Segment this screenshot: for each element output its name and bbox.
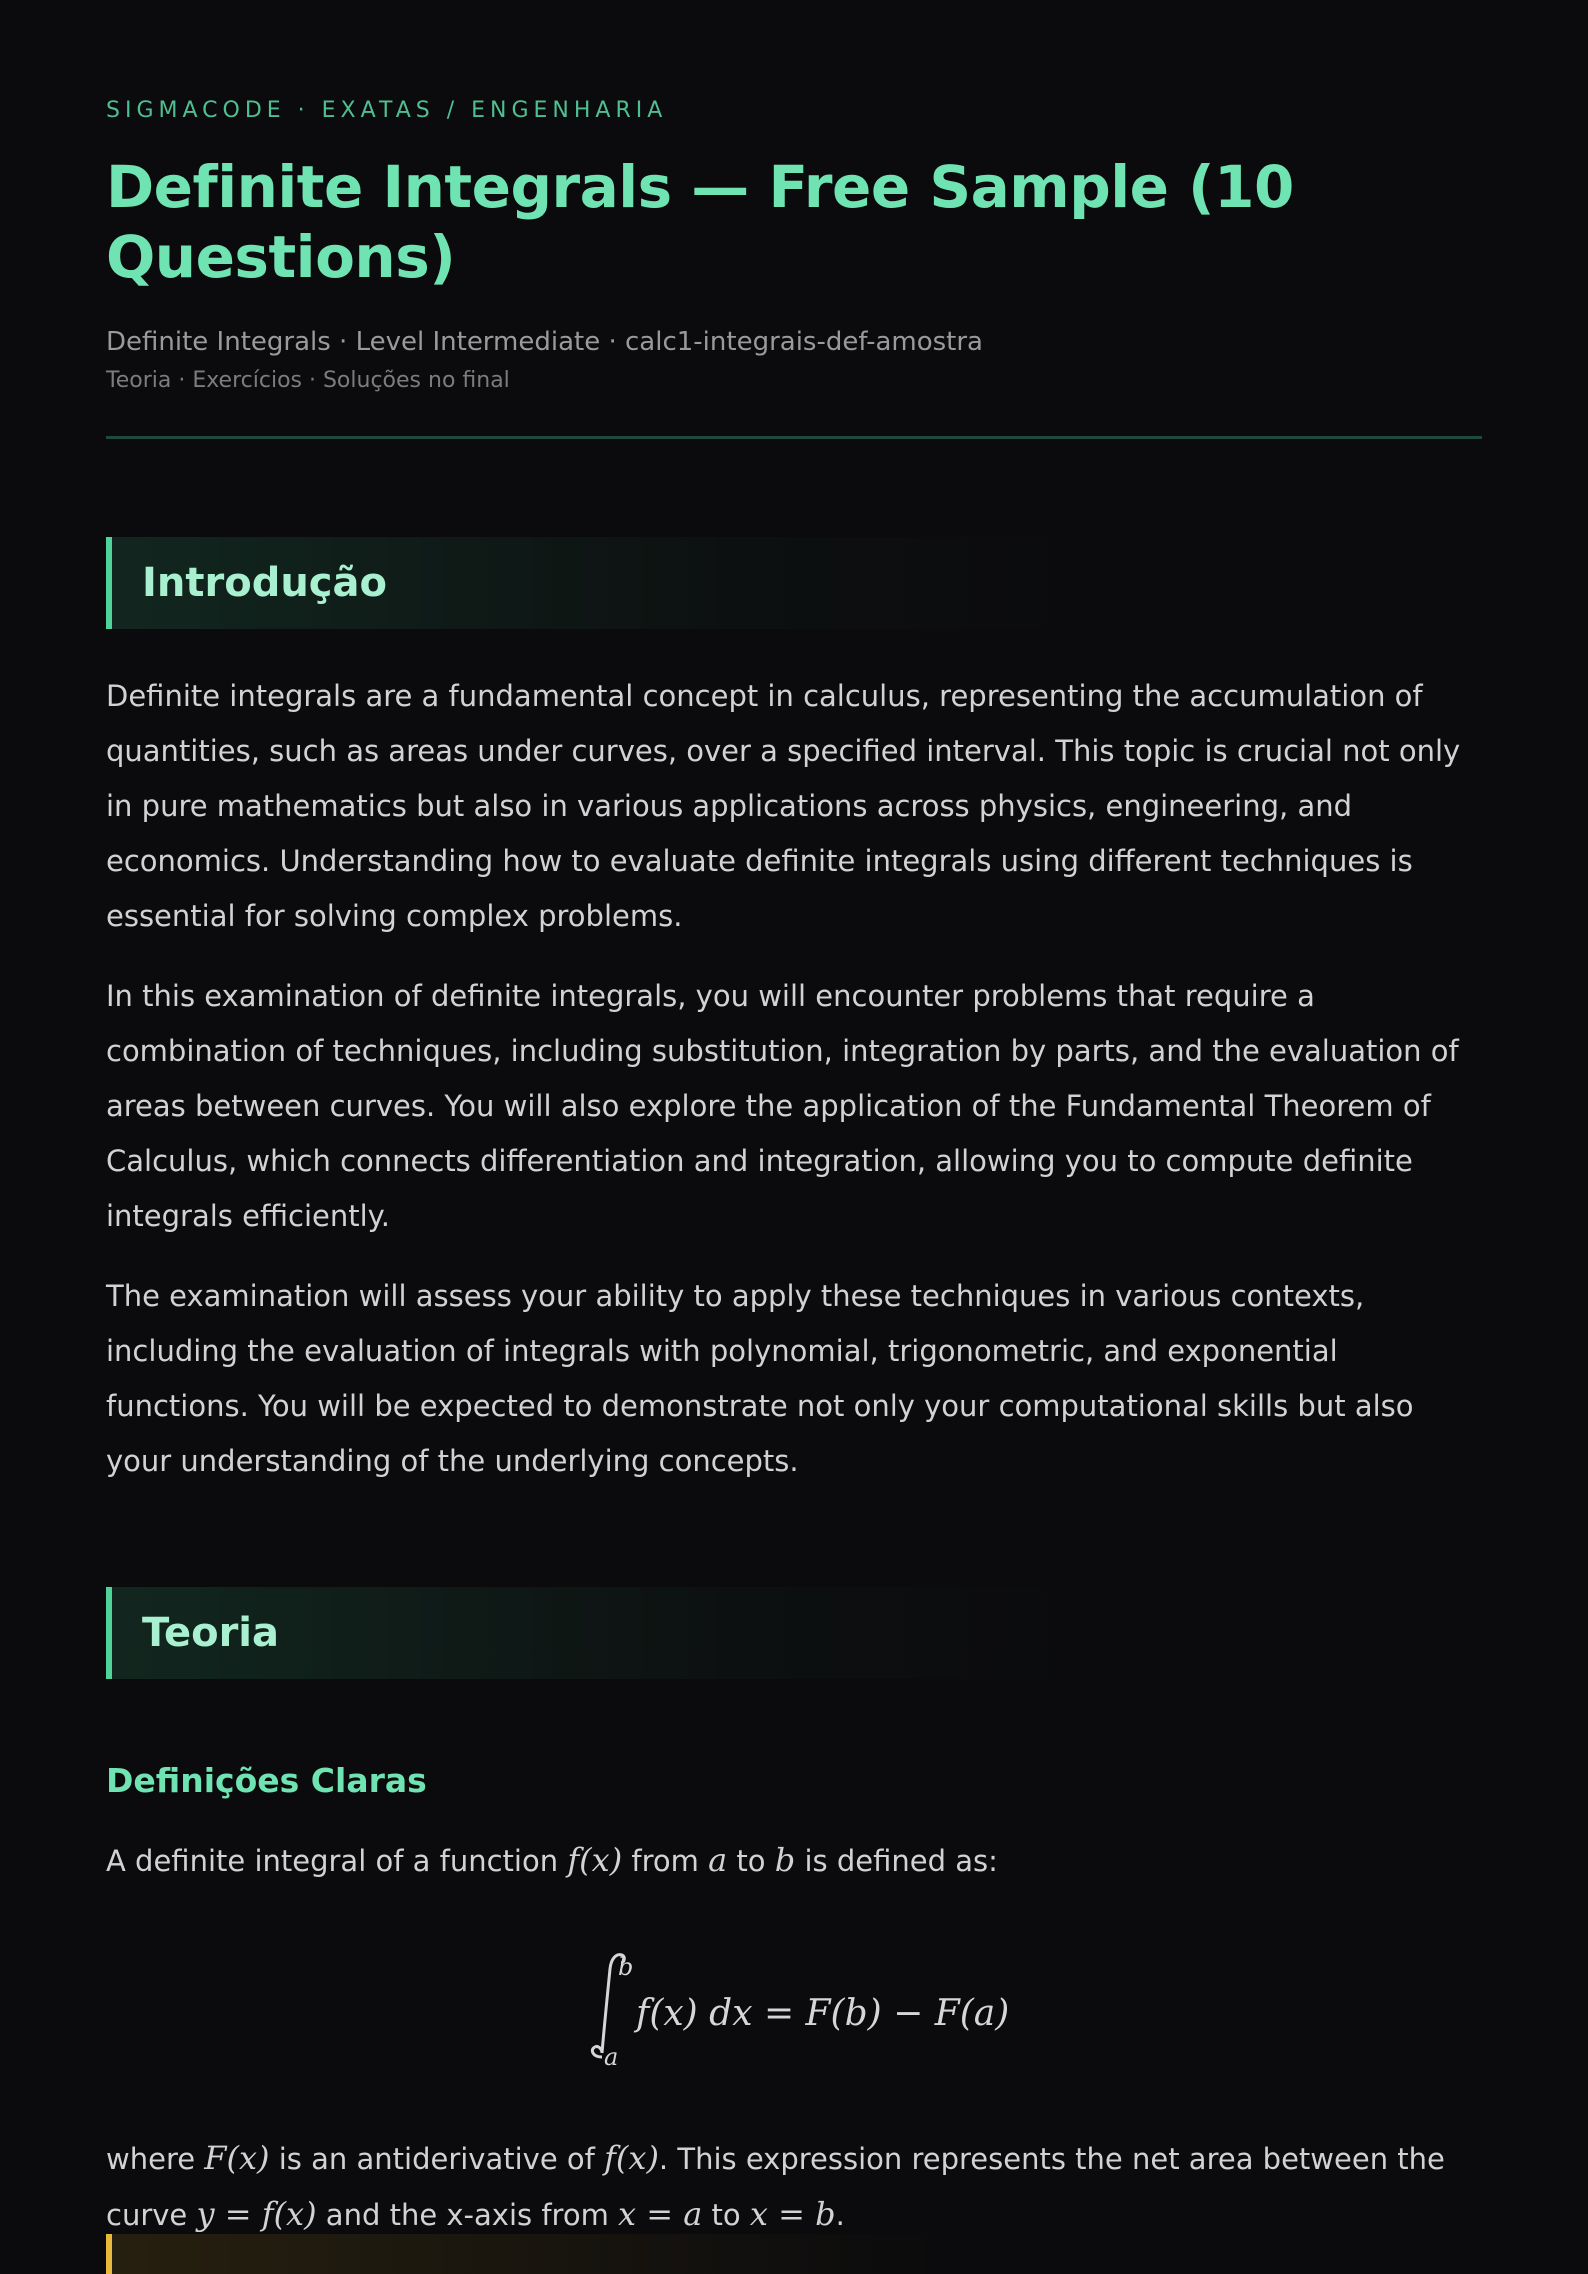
upper-limit: b: [618, 1953, 634, 1981]
text-run: is an antiderivative of: [269, 2142, 605, 2176]
math-inline: y = f(x): [196, 2195, 317, 2233]
math-inline: x = b: [749, 2195, 836, 2233]
math-inline: x = a: [618, 2195, 703, 2233]
subsection-title: Definições Claras: [106, 1761, 427, 1800]
brand-kicker: SIGMACODE · EXATAS / ENGENHARIA: [106, 98, 668, 123]
math-inline: a: [708, 1841, 728, 1879]
text-run: to: [727, 1844, 775, 1878]
formula-body: f(x) dx = F(b) − F(a): [636, 1993, 1010, 2034]
math-inline: f(x): [604, 2139, 659, 2177]
page-title: Definite Integrals — Free Sample (10 Questions): [106, 153, 1294, 291]
math-inline: f(x): [567, 1841, 623, 1879]
page-meta: Teoria · Exercícios · Soluções no final: [106, 368, 510, 393]
intro-paragraph: In this examination of definite integrals, you will encounter problems that require a combination of techniques, including substitution, integration by parts, and the evaluation of areas between curves. You will also explore the application of the Fundamental Theorem of Calculus, which connects differentiation and integration, allowing you to compute definite integrals efficiently.: [106, 979, 1459, 1233]
math-inline: F(x): [204, 2139, 270, 2177]
callout-box-edge: [106, 2234, 1488, 2274]
text-run: A definite integral of a function: [106, 1844, 568, 1878]
integral-formula: [574, 1949, 1014, 2069]
intro-body: [106, 669, 1482, 1489]
intro-paragraph: Definite integrals are a fundamental concept in calculus, representing the accumulation of quantities, such as areas under curves, over a specified interval. This topic is crucial not only in pure mathematics but also in various applications across physics, engineering, and economics. Understanding how to evaluate definite integrals using different techniques is essential for solving complex problems.: [106, 679, 1461, 933]
text-run: is defined as:: [795, 1844, 998, 1878]
text-run: . This expression represents the net area between the curve: [106, 2142, 1445, 2232]
intro-paragraph: The examination will assess your ability to apply these techniques in various contexts, including the evaluation of integrals with polynomial, trigonometric, and exponential functions. You will be expected to demonstrate not only your computational skills but also your understanding of the underlying concepts.: [106, 1279, 1414, 1478]
definition-explanation: [106, 2131, 1482, 2243]
lower-limit: a: [604, 2043, 619, 2071]
display-formula: [106, 1949, 1482, 2069]
section-heading-teoria: [106, 1587, 1482, 1679]
header-divider: [106, 436, 1482, 439]
document-page: [106, 0, 1482, 2243]
section-heading-introducao: [106, 537, 1482, 629]
section-title: Teoria: [142, 1610, 280, 1656]
math-inline: b: [774, 1841, 796, 1879]
text-run: .: [835, 2198, 845, 2232]
page-subtitle: Definite Integrals · Level Intermediate · calc1-integrais-def-amostra: [106, 327, 983, 357]
definition-sentence: [106, 1833, 1482, 1889]
text-run: and the x-axis from: [316, 2198, 619, 2232]
text-run: from: [622, 1844, 709, 1878]
text-run: to: [702, 2198, 750, 2232]
text-run: where: [106, 2142, 205, 2176]
section-title: Introdução: [142, 560, 387, 606]
